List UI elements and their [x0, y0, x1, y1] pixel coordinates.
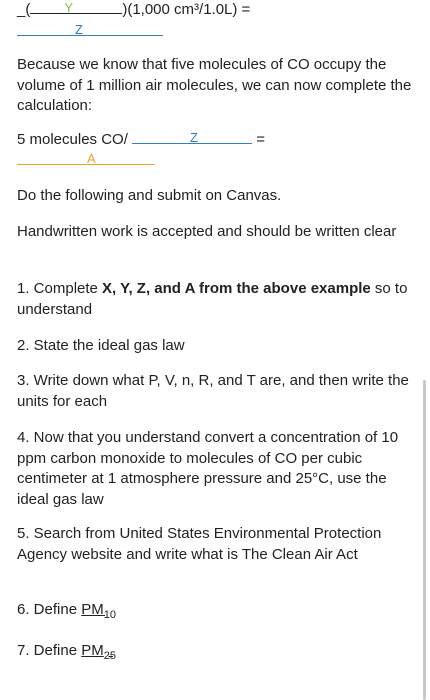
question-7 [17, 641, 415, 663]
label-a: A [87, 151, 96, 166]
question-5: 5. Search from United States Environmental Protection Agency website and write what is The Clean Air Act [17, 525, 382, 563]
q6-subscript: 10 [103, 609, 116, 621]
equation-line-1 [17, 0, 250, 20]
blank-a [17, 151, 155, 165]
q1-start: 1. Complete [17, 280, 103, 297]
question-4: 4. Now that you understand convert a concentration of 10 ppm carbon monoxide to molecules of CO per cubic centimeter at 1 atmosphere pressure and 25°C, use the ideal gas law [17, 429, 399, 508]
q7-prefix: 7. Define [17, 642, 82, 659]
equation-prefix: 5 molecules CO/ [17, 131, 128, 148]
label-y: Y [64, 0, 74, 15]
q6-term [81, 601, 116, 621]
question-2: 2. State the ideal gas law [17, 337, 185, 354]
equation-equals: = [256, 131, 265, 148]
label-z-second: Z [190, 130, 198, 145]
handwritten-note: Handwritten work is accepted and should be written clear [17, 223, 397, 240]
q7-term-text: PM [81, 642, 104, 659]
q1-end: so to understand [17, 280, 408, 318]
instructions-title: Do the following and submit on Canvas. [17, 187, 282, 204]
q1-bold: X, Y, Z, and A from the above example [102, 280, 371, 297]
blank-y [30, 0, 122, 14]
equation-suffix: )(1,000 cm³/1.0L) = [122, 1, 251, 18]
blank-z-top [17, 22, 163, 36]
q6-term-text: PM [81, 601, 104, 618]
q6-prefix: 6. Define [17, 601, 82, 618]
question-1 [17, 279, 415, 320]
question-6 [17, 600, 415, 622]
equation-line-4 [17, 151, 155, 171]
q7-term [81, 642, 116, 662]
blank-z-second [132, 130, 252, 144]
explanation-text: Because we know that five molecules of CO occupy the volume of 1 million air molecules, we can now complete the calculation: [17, 56, 412, 114]
question-3: 3. Write down what P, V, n, R, and T are, and then write the units for each [17, 372, 409, 410]
equation-line-3 [17, 130, 265, 150]
q7-subscript: 25 [103, 650, 116, 662]
vertical-scrollbar[interactable] [423, 380, 426, 700]
equation-lead: _( [17, 1, 31, 18]
equation-line-2 [17, 22, 163, 42]
label-z-top: Z [75, 22, 83, 37]
